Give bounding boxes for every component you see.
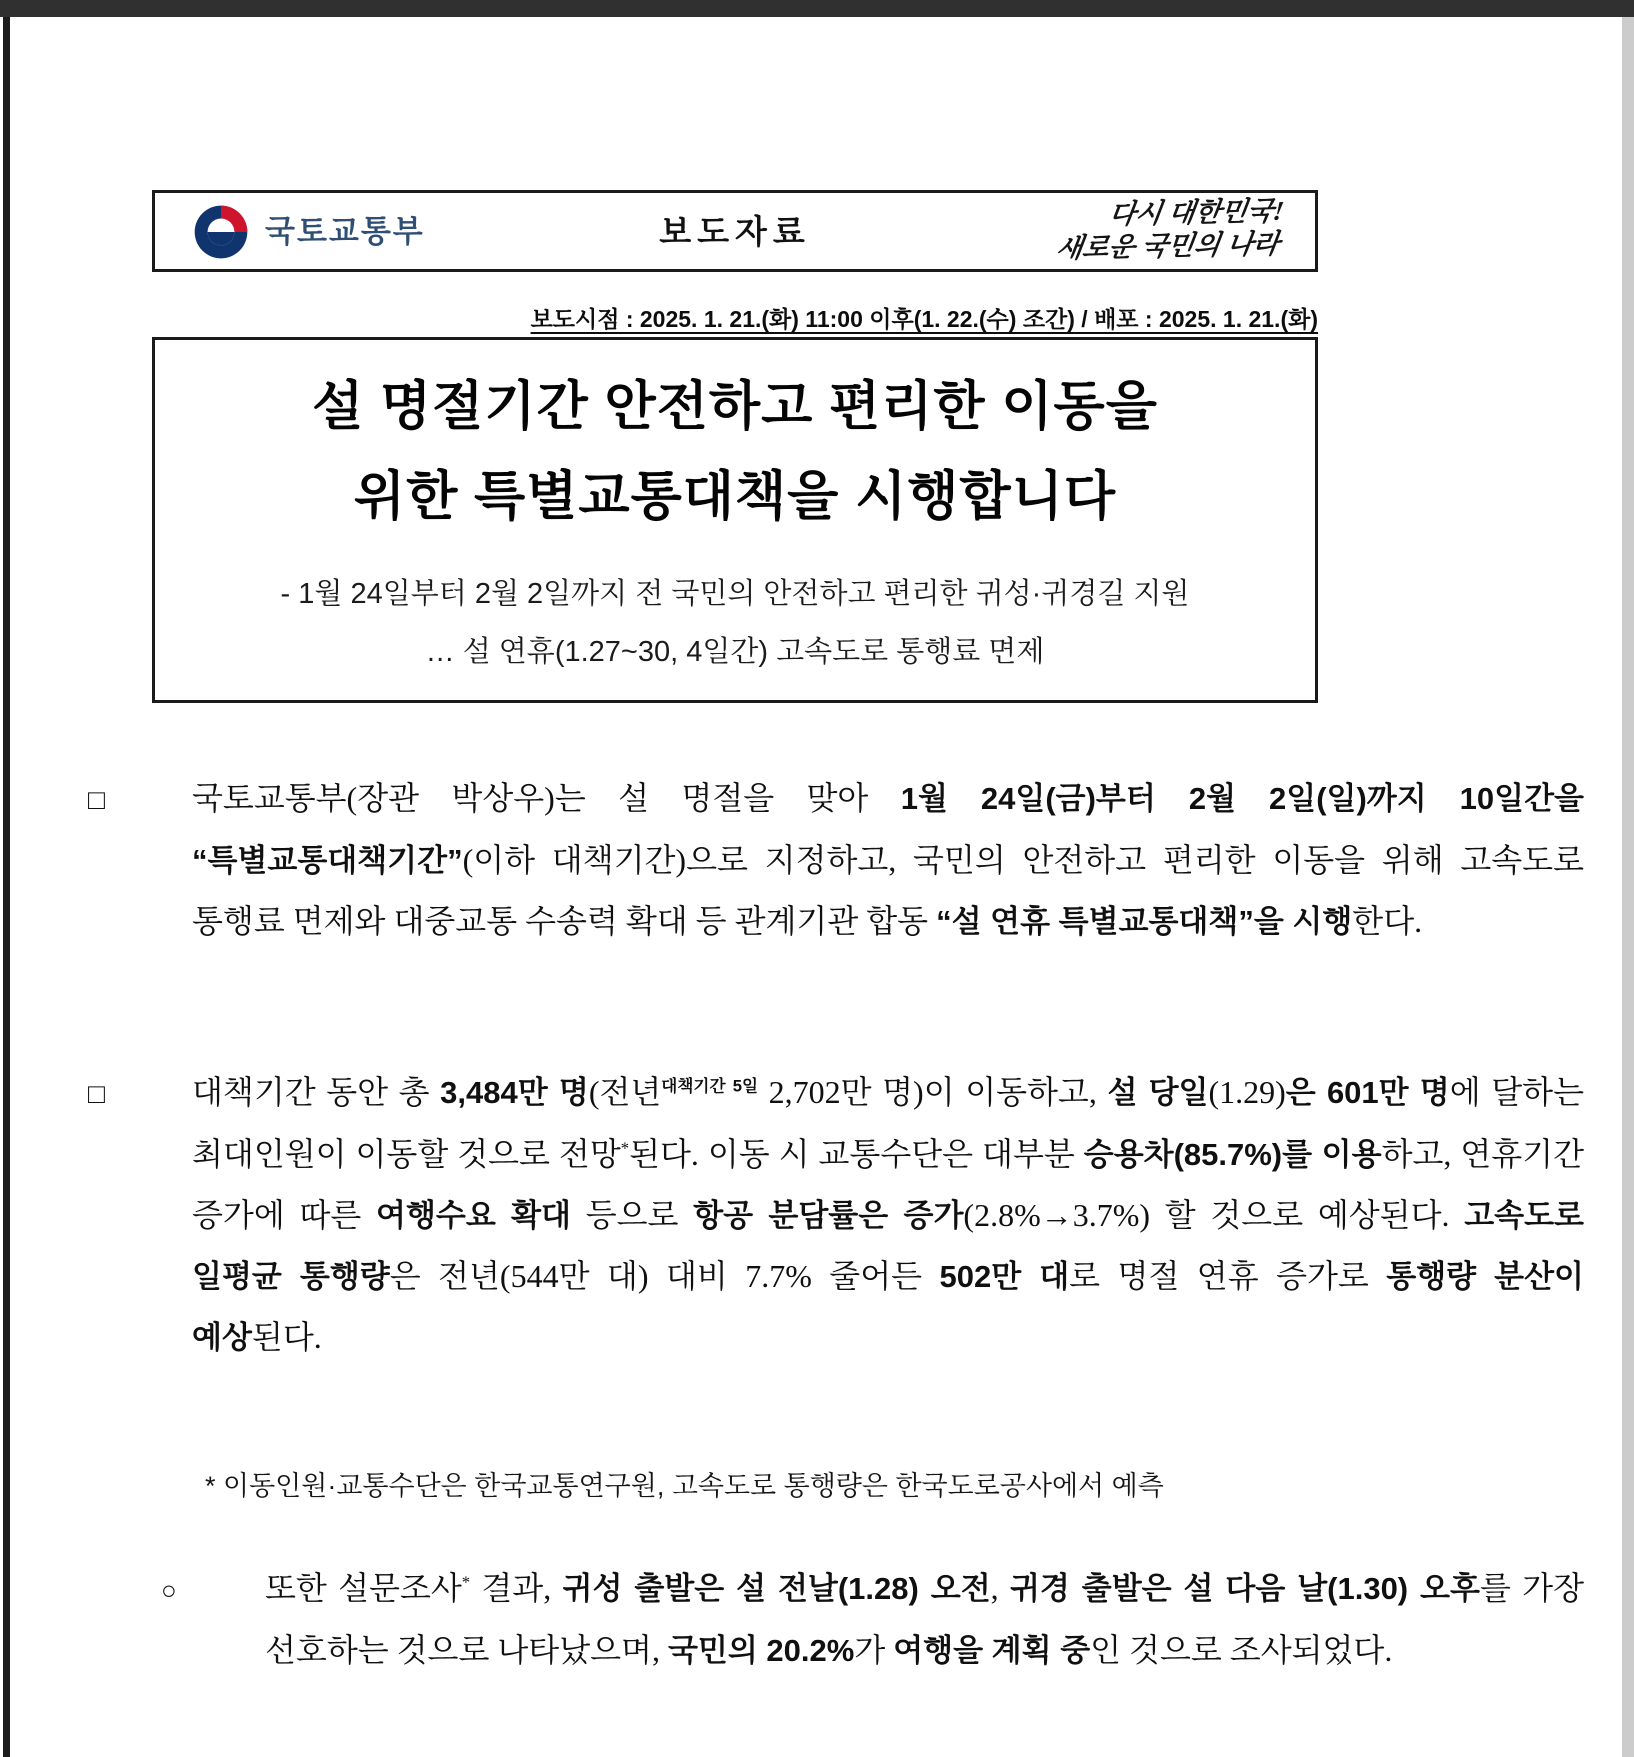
headline-subtitle-1: - 1월 24일부터 2월 2일까지 전 국민의 안전하고 편리한 귀성·귀경길 지원 xyxy=(280,578,1190,610)
press-header-box xyxy=(152,190,1318,272)
body-paragraph-3 xyxy=(161,1558,1584,1681)
slogan-line-1: 다시 대한민국! xyxy=(1107,195,1286,230)
paragraph-text: 국토교통부(장관 박상우)는 설 명절을 맞아 1월 24일(금)부터 2월 2일(일)까지 10일간을 “특별교통대책기간”(이하 대책기간)으로 지정하고, 국민의 안전하고 편리한 이동을 위해 고속도로 통행료 면제와 대중교통 수송력 확대 등 관계기관 합동 “설 연휴 특별교통대책”을 시행한다. xyxy=(192,780,1584,939)
screenshot-top-bar xyxy=(0,0,1634,17)
government-slogan xyxy=(1054,195,1286,266)
headline-subtitle-2: … 설 연휴(1.27~30, 4일간) 고속도로 통행료 면제 xyxy=(425,636,1045,668)
paragraph-bullet: □ xyxy=(88,784,105,815)
release-timing-line: 보도시점 : 2025. 1. 21.(화) 11:00 이후(1. 22.(수) 조간) / 배포 : 2025. 1. 21.(화) xyxy=(530,306,1318,332)
body-paragraph-2 xyxy=(88,1062,1585,1368)
paragraph-bullet: □ xyxy=(88,1078,105,1109)
paragraph-bullet: ○ xyxy=(161,1575,177,1605)
headline-line-2: 위한 특별교통대책을 시행합니다 xyxy=(353,467,1117,526)
screenshot-right-edge xyxy=(1622,17,1634,1757)
screenshot-left-edge xyxy=(3,17,10,1757)
headline-line-1: 설 명절기간 안전하고 편리한 이동을 xyxy=(312,377,1158,436)
doc-type-label: 보도자료 xyxy=(659,213,811,250)
ministry-name: 국토교통부 xyxy=(265,214,425,249)
paragraph-text: 대책기간 동안 총 3,484만 명(전년$^{대책기간 5일}$ 2,702만 명)이 이동하고, 설 당일(1.29)은 601만 명에 달하는 최대인원이 이동할 것으로 전망*된다. 이동 시 교통수단은 대부분 승용차(85.7%)를 이용하고, 연휴기간 증가에 따른 여행수요 확대 등으로 항공 분담률은 증가(2.8%→3.7%) 할 것으로 예상된다. 고속도로 일평균 통행량은 전년(544만 대) 대비 7.7% 줄어든 502만 대로 명절 연휴 증가로 통행량 분산이 예상된다. xyxy=(192,1074,1585,1355)
body-paragraph-1 xyxy=(88,768,1584,952)
slogan-line-2: 새로운 국민의 나라 xyxy=(1054,228,1282,264)
paragraph-text: 또한 설문조사* 결과, 귀성 출발은 설 전날(1.28) 오전, 귀경 출발은 설 다음 날(1.30) 오후를 가장 선호하는 것으로 나타났으며, 국민의 20.2%가 여행을 계획 중인 것으로 조사되었다. xyxy=(265,1570,1584,1668)
footnote-line: * 이동인원·교통수단은 한국교통연구원, 고속도로 통행량은 한국도로공사에서 예측 xyxy=(205,1471,1164,1501)
headline-box xyxy=(152,337,1318,703)
